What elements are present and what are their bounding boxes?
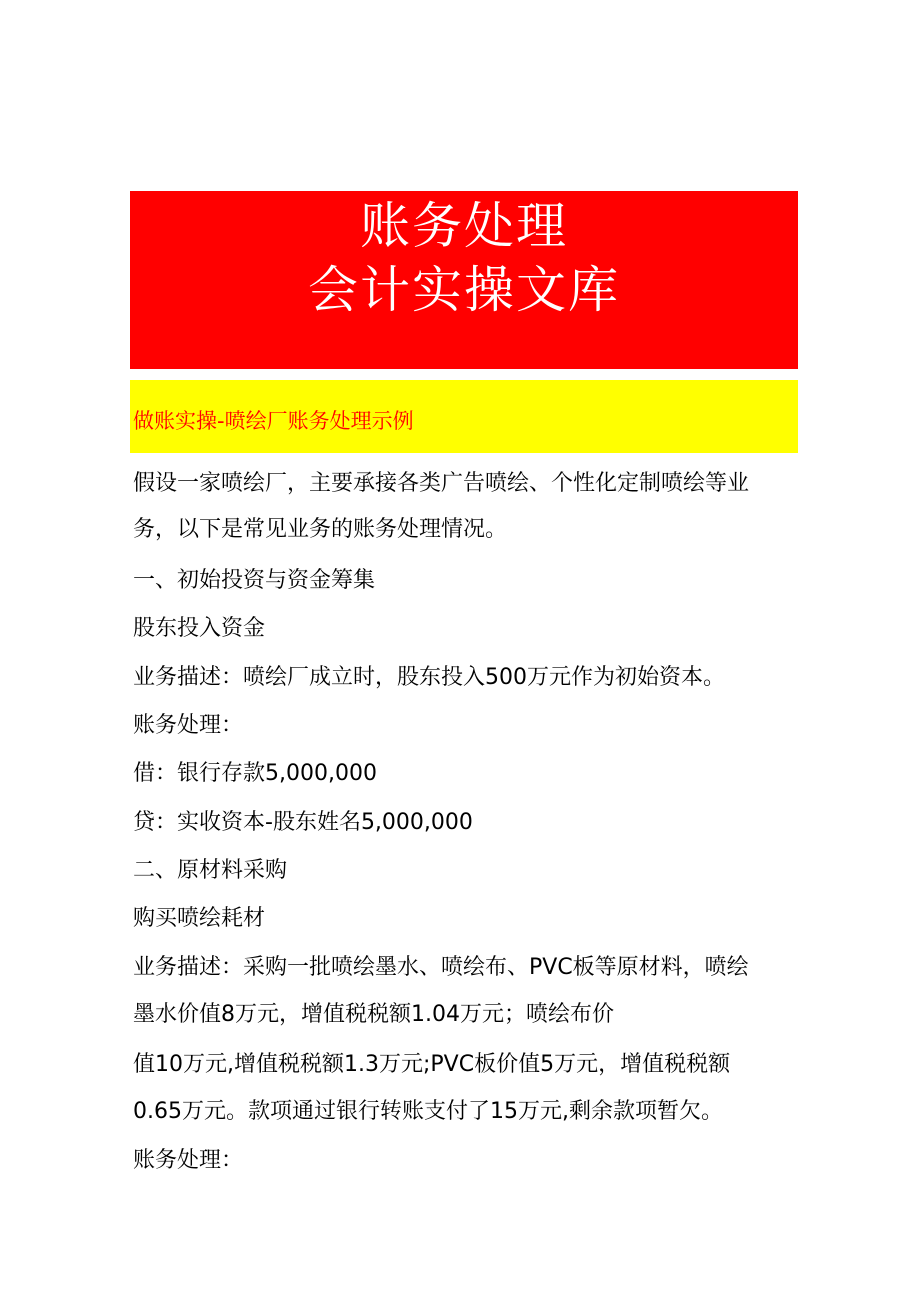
item-heading-2: 购买喷绘耗材: [133, 906, 266, 931]
accounting-treatment-label-2: 账务处理：: [133, 1148, 244, 1173]
credit-entry-1: 贷：实收资本-股东姓名5,000,000: [133, 810, 473, 835]
paragraph-intro-line-1: 假设一家喷绘厂，主要承接各类广告喷绘、个性化定制喷绘等业: [133, 471, 750, 496]
section-heading-2: 二、原材料采购: [133, 858, 288, 883]
banner-title-line-1: 账务处理: [360, 197, 568, 255]
subtitle-bar: [130, 380, 798, 453]
business-description-2-line-4: 0.65万元。款项通过银行转账支付了15万元,剩余款项暂欠。: [133, 1099, 723, 1124]
banner-title-line-2: 会计实操文库: [308, 261, 620, 319]
section-heading-1: 一、初始投资与资金筹集: [133, 568, 376, 593]
business-description-2-line-2: 墨水价值8万元，增值税税额1.04万元；喷绘布价: [133, 1002, 614, 1027]
business-description-2-line-3: 值10万元,增值税税额1.3万元;PVC板价值5万元，增值税税额: [133, 1052, 731, 1077]
business-description-2-line-1: 业务描述：采购一批喷绘墨水、喷绘布、PVC板等原材料，喷绘: [133, 955, 749, 980]
accounting-treatment-label-1: 账务处理：: [133, 713, 244, 738]
debit-entry-1: 借：银行存款5,000,000: [133, 761, 377, 786]
item-heading-1: 股东投入资金: [133, 616, 266, 641]
subtitle-text: 做账实操-喷绘厂账务处理示例: [133, 409, 414, 433]
business-description-1: 业务描述：喷绘厂成立时，股东投入500万元作为初始资本。: [133, 665, 725, 690]
paragraph-intro-line-2: 务，以下是常见业务的账务处理情况。: [133, 517, 508, 542]
